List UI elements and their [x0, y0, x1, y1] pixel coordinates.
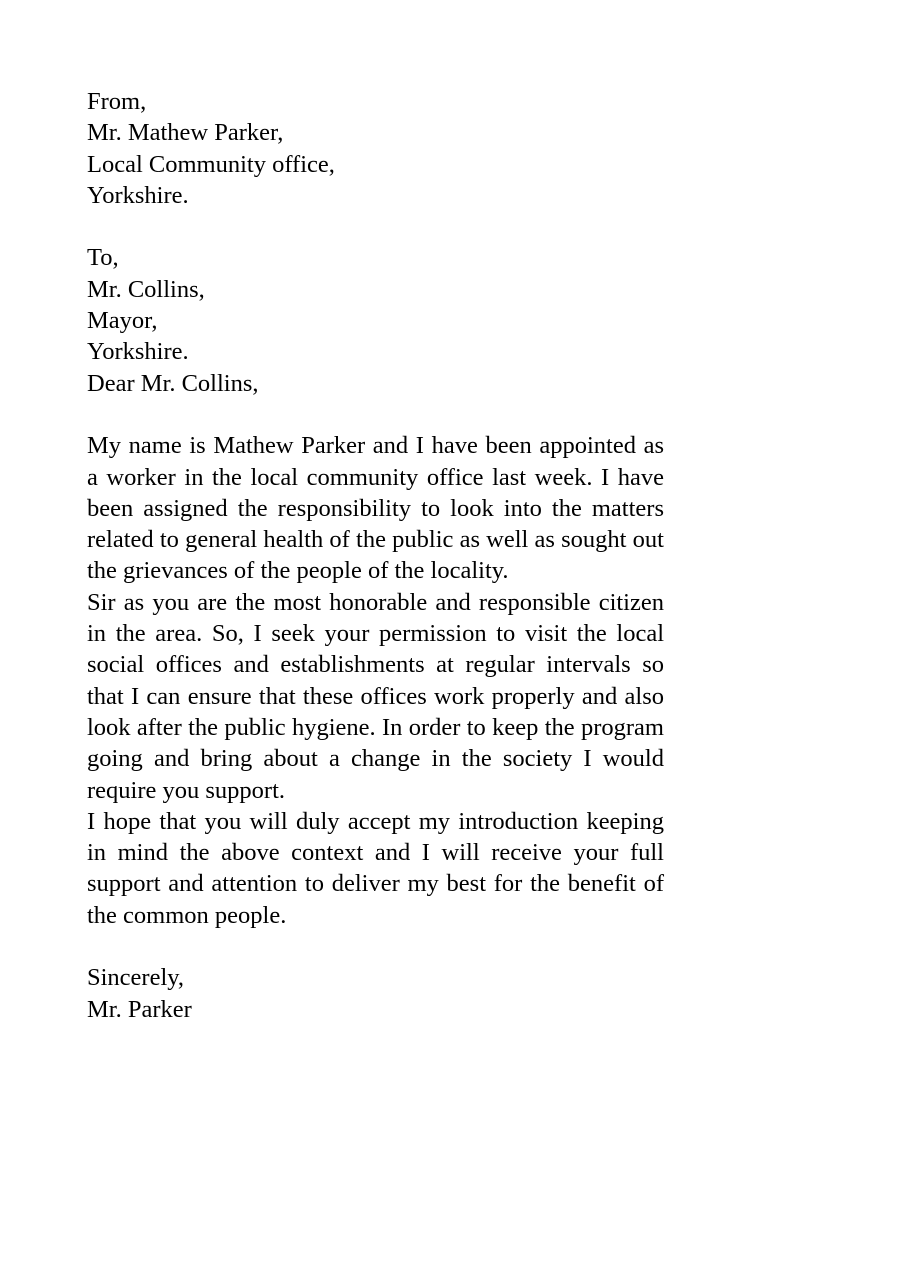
- recipient-name: Mr. Collins,: [87, 275, 205, 303]
- recipient-place: Yorkshire.: [87, 338, 189, 366]
- letter-body: [87, 430, 664, 931]
- spacer: [87, 211, 664, 242]
- spacer: [87, 931, 664, 962]
- sender-heading: From,: [87, 88, 147, 115]
- signature: Mr. Parker: [87, 995, 192, 1023]
- recipient-heading: To,: [87, 244, 119, 272]
- body-paragraph: My name is Mathew Parker and I have been appointed as a worker in the local community office last week. I have been assigned the responsibility to look into the matters related to general health of the public as well as sought out the grievances of the people of the locality.: [87, 432, 664, 585]
- body-paragraph: I hope that you will duly accept my introduction keeping in mind the above context and I will receive your full support and attention to deliver my best for the benefit of the common people.: [87, 807, 664, 929]
- closing-block: [87, 962, 664, 1025]
- sender-block: [87, 86, 664, 211]
- valediction: Sincerely,: [87, 964, 185, 992]
- sender-office: Local Community office,: [87, 150, 335, 178]
- spacer: [87, 399, 664, 430]
- sender-place: Yorkshire.: [87, 181, 189, 209]
- letter-document: [87, 86, 664, 1025]
- recipient-title: Mayor,: [87, 307, 158, 335]
- body-paragraph: Sir as you are the most honorable and responsible citizen in the area. So, I seek your permission to visit the local social offices and establishments at regular intervals so that I can ensure that these offices work properly and also look after the public hygiene. In order to keep the program going and bring about a change in the society I would require you support.: [87, 588, 664, 804]
- sender-name: Mr. Mathew Parker,: [87, 119, 284, 147]
- recipient-block: [87, 242, 664, 367]
- salutation: Dear Mr. Collins,: [87, 369, 259, 397]
